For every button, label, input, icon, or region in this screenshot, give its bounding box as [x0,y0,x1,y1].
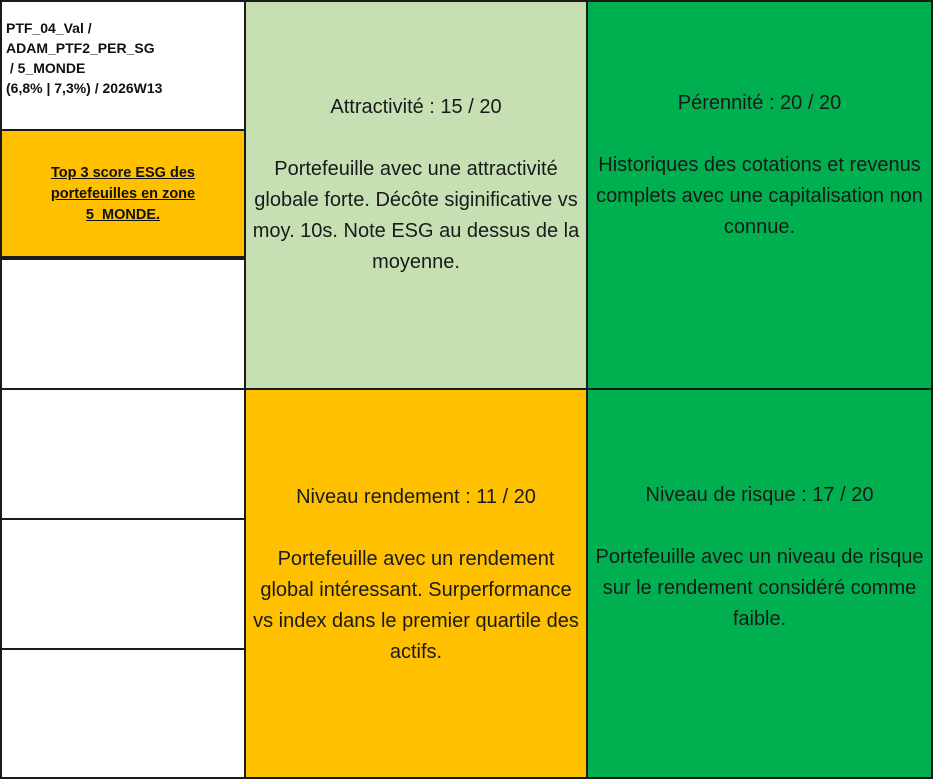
perennite-title: Pérennité : 20 / 20 [677,91,842,114]
attractivite-description: Portefeuille avec une attractivité globale forte. Décôte siginificative vs moy. 10s. Note ESG au dessus de la moyenne. [252,158,580,273]
empty-cell [0,648,246,779]
top3-esg-link[interactable]: Top 3 score ESG des portefeuilles en zone 5_MONDE. [50,165,196,223]
portfolio-header [0,0,246,131]
risque-description: Portefeuille avec un niveau de risque sur le rendement considéré comme faible. [595,546,924,630]
risque-card [586,388,933,779]
perennite-card [586,0,933,390]
rendement-title: Niveau rendement : 11 / 20 [296,485,536,508]
rendement-description: Portefeuille avec un rendement global intéressant. Surperformance vs index dans le premier quartile des actifs. [253,547,579,663]
rendement-card [244,388,588,779]
top3-esg-link-cell[interactable] [0,129,246,260]
attractivite-card [244,0,588,390]
header-line: PTF_04_Val / [6,20,92,36]
empty-cell [0,388,246,520]
header-line: / 5_MONDE [6,60,86,76]
header-line: (6,8% | 7,3%) / 2026W13 [6,80,163,96]
attractivite-title: Attractivité : 15 / 20 [330,96,502,118]
risque-title: Niveau de risque : 17 / 20 [645,484,874,506]
header-line: ADAM_PTF2_PER_SG [6,40,155,56]
empty-cell [0,258,246,390]
perennite-description: Historiques des cotations et revenus complets avec une capitalisation non connue. [596,153,923,238]
empty-cell [0,518,246,650]
